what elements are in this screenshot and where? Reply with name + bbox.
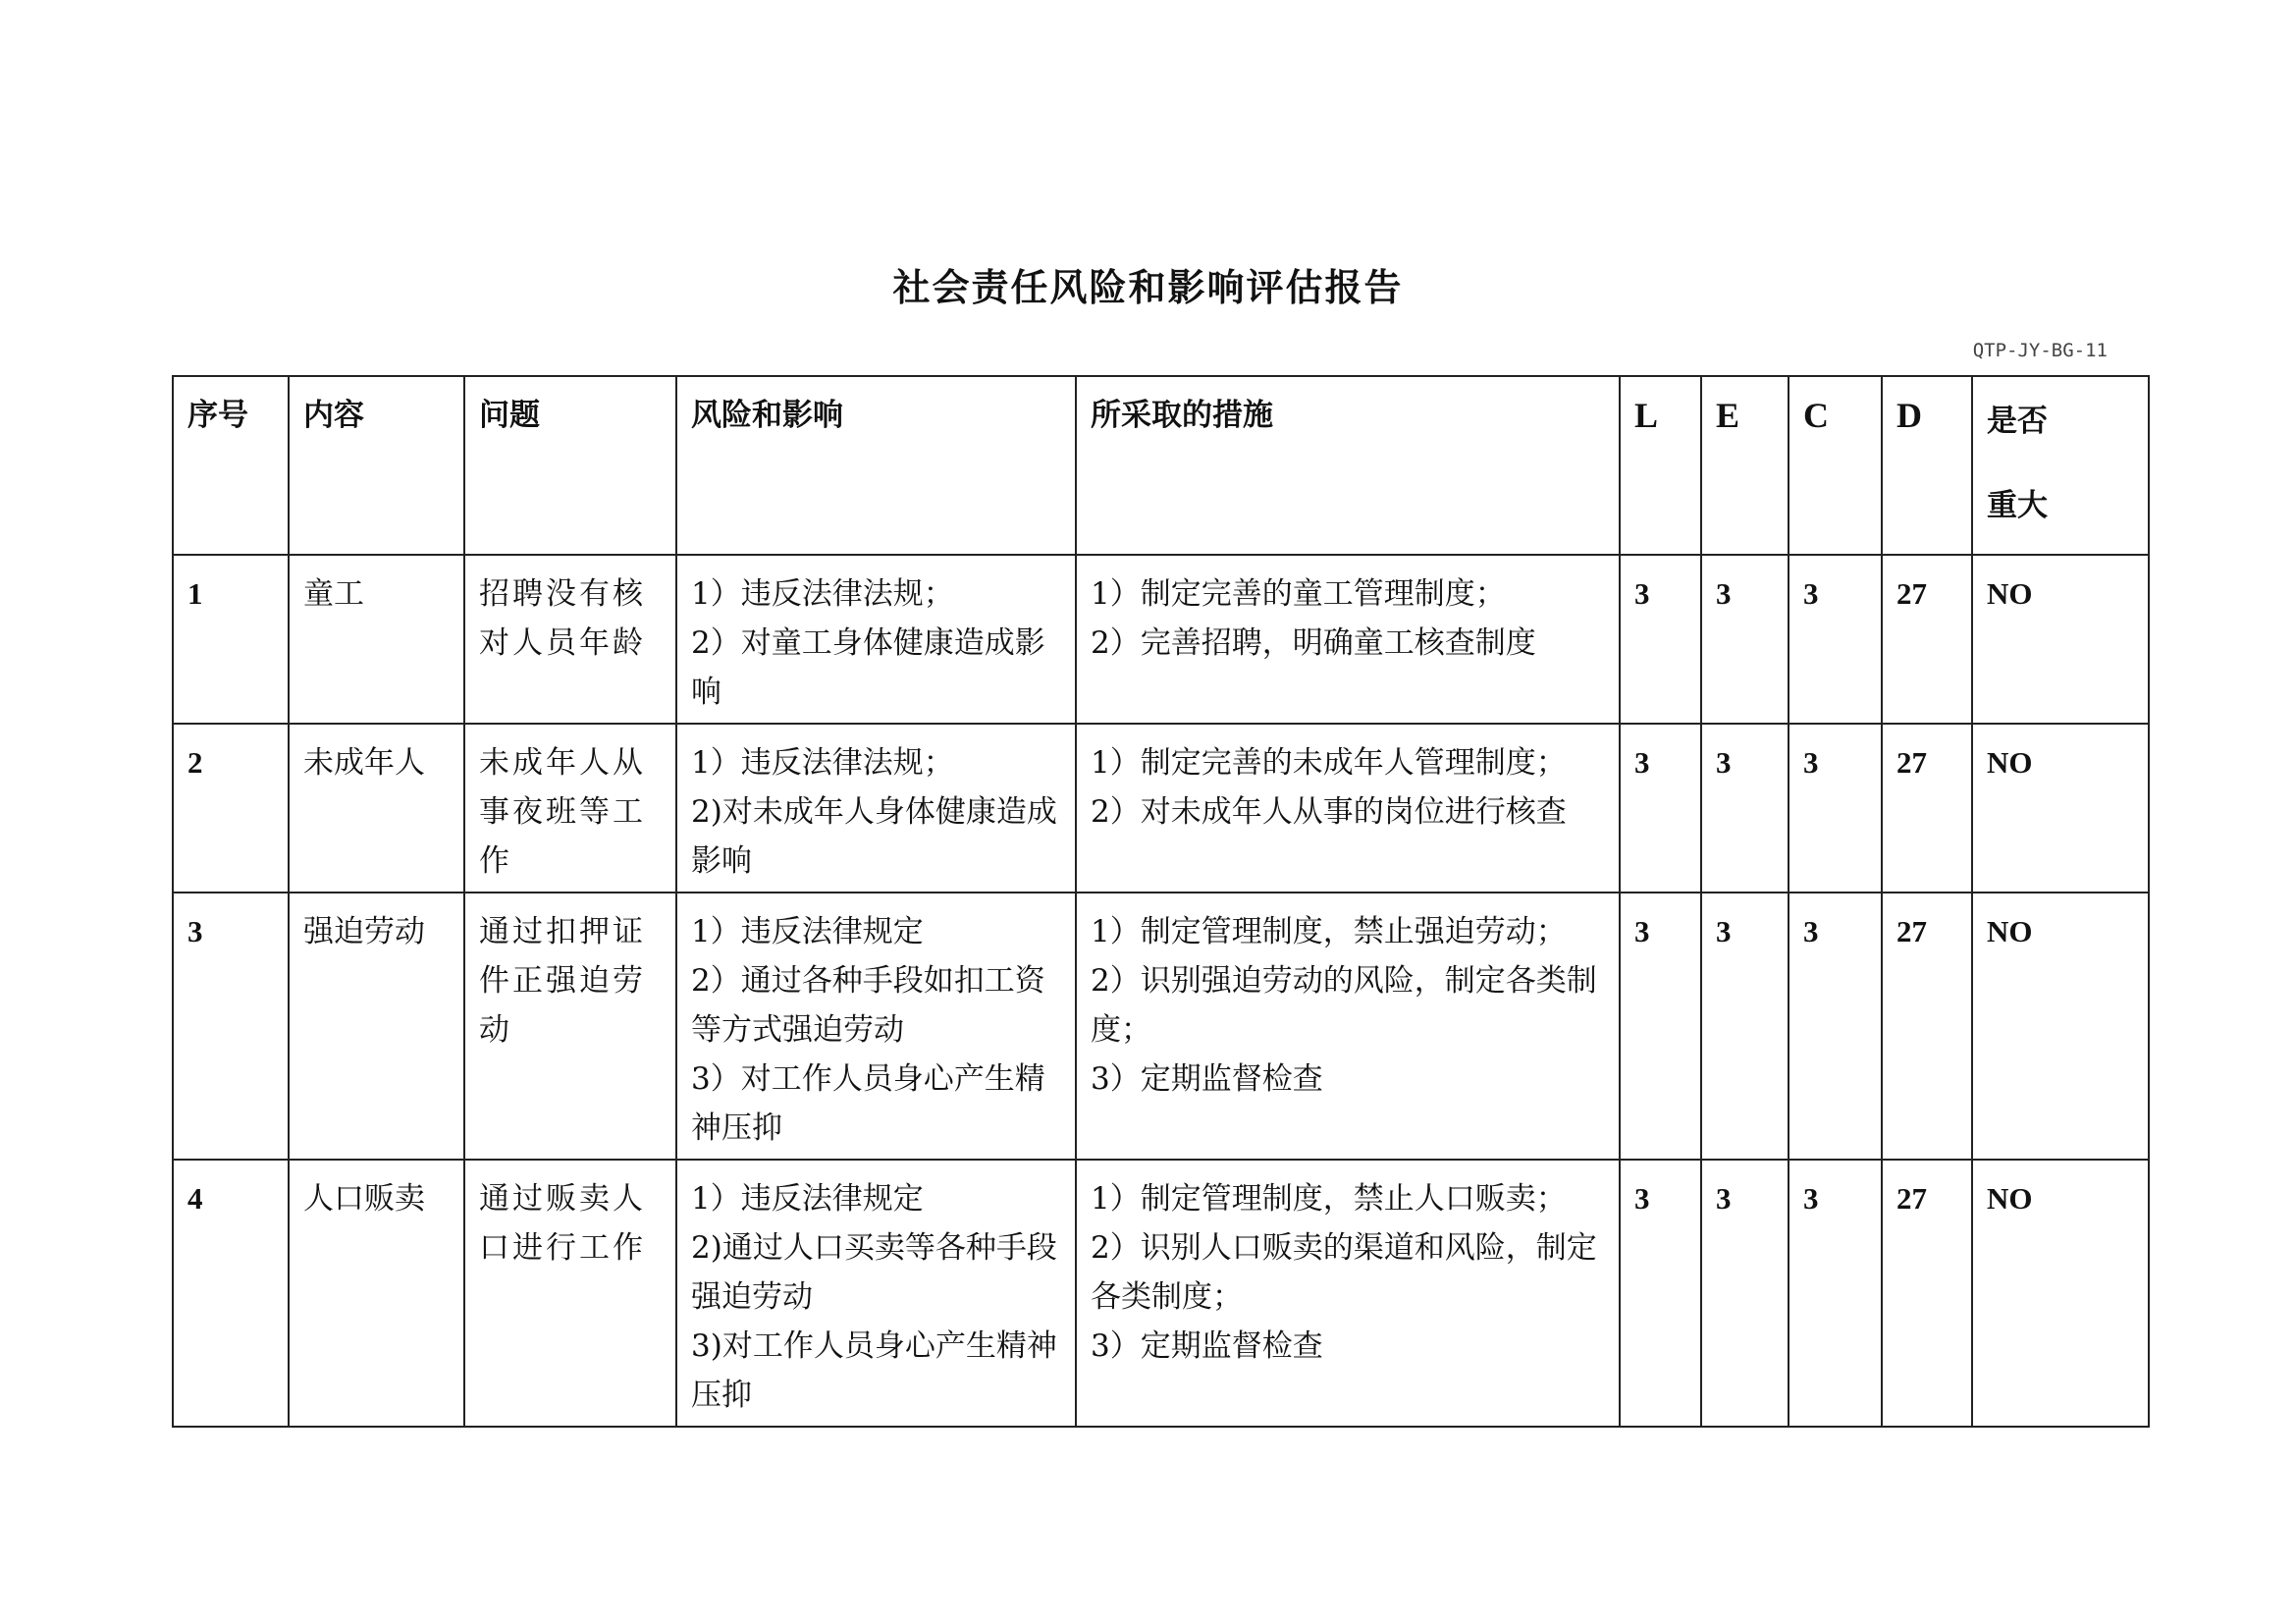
- row-e: 3: [1701, 555, 1789, 724]
- header-issue: 问题: [464, 376, 676, 555]
- row-c: 3: [1789, 724, 1882, 893]
- measure-item: 1）制定管理制度，禁止强迫劳动；: [1091, 914, 1567, 949]
- row-measures: [1076, 1160, 1620, 1427]
- risk-item: 1）违反法律法规；: [691, 745, 954, 781]
- risk-item: 3）对工作人员身心产生精神压抑: [691, 1061, 1045, 1146]
- measure-item: 1）制定完善的未成年人管理制度；: [1091, 745, 1567, 781]
- risk-item: 2)通过人口买卖等各种手段强迫劳动: [691, 1230, 1057, 1315]
- row-l: 3: [1620, 555, 1701, 724]
- table-row: [173, 1160, 2149, 1427]
- header-content: 内容: [289, 376, 464, 555]
- row-c: 3: [1789, 555, 1882, 724]
- row-measures: [1076, 724, 1620, 893]
- row-d: 27: [1882, 893, 1972, 1160]
- risk-item: 1）违反法律规定: [691, 914, 924, 949]
- header-l: L: [1620, 376, 1701, 555]
- header-d: D: [1882, 376, 1972, 555]
- row-major: NO: [1972, 555, 2149, 724]
- table-row: [173, 893, 2149, 1160]
- row-seq: 3: [173, 893, 289, 1160]
- row-risk: [676, 1160, 1076, 1427]
- measure-item: 2）识别人口贩卖的渠道和风险，制定各类制度；: [1091, 1230, 1597, 1315]
- measure-item: 1）制定管理制度，禁止人口贩卖；: [1091, 1181, 1567, 1217]
- row-risk: [676, 893, 1076, 1160]
- risk-item: 3)对工作人员身心产生精神压抑: [691, 1328, 1057, 1413]
- header-seq: 序号: [173, 376, 289, 555]
- header-major: [1972, 376, 2149, 555]
- row-l: 3: [1620, 724, 1701, 893]
- risk-item: 2）对童工身体健康造成影响: [691, 625, 1045, 710]
- header-e: E: [1701, 376, 1789, 555]
- risk-item: 1）违反法律规定: [691, 1181, 924, 1217]
- row-d: 27: [1882, 1160, 1972, 1427]
- measure-item: 2）完善招聘，明确童工核查制度: [1091, 625, 1536, 661]
- row-risk: [676, 724, 1076, 893]
- row-seq: 4: [173, 1160, 289, 1427]
- row-issue: 招聘没有核对人员年龄: [464, 555, 676, 724]
- table-row: [173, 724, 2149, 893]
- measure-item: 1）制定完善的童工管理制度；: [1091, 576, 1506, 612]
- row-c: 3: [1789, 1160, 1882, 1427]
- row-content: 未成年人: [289, 724, 464, 893]
- row-d: 27: [1882, 724, 1972, 893]
- row-content: 人口贩卖: [289, 1160, 464, 1427]
- risk-item: 2）通过各种手段如扣工资等方式强迫劳动: [691, 963, 1045, 1048]
- page-title: 社会责任风险和影响评估报告: [892, 265, 1404, 309]
- row-issue: 通过贩卖人口进行工作: [464, 1160, 676, 1427]
- row-major: NO: [1972, 893, 2149, 1160]
- row-risk: [676, 555, 1076, 724]
- header-major-line1: 是否: [1987, 404, 2048, 439]
- header-major-line2: 重大: [1987, 488, 2048, 523]
- measure-item: 3）定期监督检查: [1091, 1061, 1323, 1097]
- risk-assessment-table: [172, 375, 2150, 1428]
- row-l: 3: [1620, 893, 1701, 1160]
- risk-item: 1）违反法律法规；: [691, 576, 954, 612]
- measure-item: 2）对未成年人从事的岗位进行核查: [1091, 794, 1567, 830]
- row-major: NO: [1972, 724, 2149, 893]
- row-content: 童工: [289, 555, 464, 724]
- row-seq: 1: [173, 555, 289, 724]
- header-c: C: [1789, 376, 1882, 555]
- row-e: 3: [1701, 1160, 1789, 1427]
- row-issue: 通过扣押证件正强迫劳动: [464, 893, 676, 1160]
- row-measures: [1076, 555, 1620, 724]
- measure-item: 2）识别强迫劳动的风险，制定各类制度；: [1091, 963, 1597, 1048]
- header-risk-impact: 风险和影响: [676, 376, 1076, 555]
- table-row: [173, 555, 2149, 724]
- risk-item: 2)对未成年人身体健康造成影响: [691, 794, 1057, 879]
- header-measures: 所采取的措施: [1076, 376, 1620, 555]
- row-issue: 未成年人从事夜班等工作: [464, 724, 676, 893]
- row-l: 3: [1620, 1160, 1701, 1427]
- row-measures: [1076, 893, 1620, 1160]
- row-content: 强迫劳动: [289, 893, 464, 1160]
- row-e: 3: [1701, 893, 1789, 1160]
- row-major: NO: [1972, 1160, 2149, 1427]
- table-header-row: [173, 376, 2149, 555]
- row-e: 3: [1701, 724, 1789, 893]
- row-seq: 2: [173, 724, 289, 893]
- row-d: 27: [1882, 555, 1972, 724]
- measure-item: 3）定期监督检查: [1091, 1328, 1323, 1364]
- row-c: 3: [1789, 893, 1882, 1160]
- document-code: QTP-JY-BG-11: [1972, 340, 2108, 361]
